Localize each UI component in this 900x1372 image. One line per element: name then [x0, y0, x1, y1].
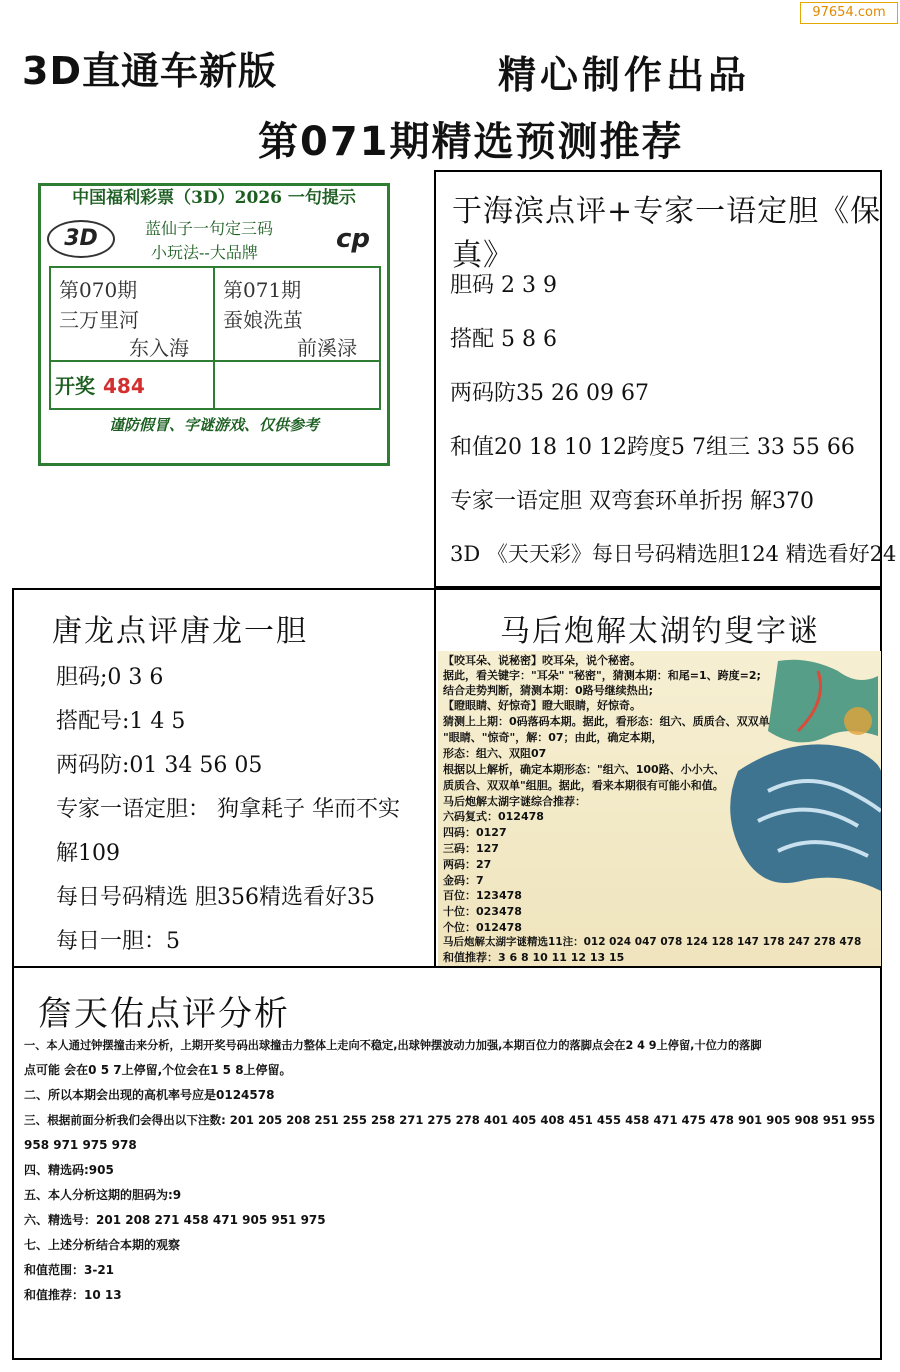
- zhan-line: 958 971 975 978: [24, 1138, 137, 1152]
- zhan-panel-title: 詹天佑点评分析: [38, 994, 290, 1034]
- prev-issue-label: 第070期: [59, 278, 138, 302]
- ma-line: 猜测上上期：0码落码本期。据此，看形态：组六、质质合、双双单: [443, 715, 770, 728]
- cp-logo-icon: cp: [335, 224, 371, 254]
- ma-line: 据此，看关键字："耳朵" "秘密"，猜测本期：和尾=1、跨度=2;: [443, 669, 761, 682]
- left-title: 3D直通车新版: [22, 49, 277, 93]
- hint-card-subtitle-2: 小玩法--大品牌: [151, 243, 258, 262]
- draw-result: [55, 370, 145, 399]
- ma-line: 马后炮解太湖字谜综合推荐：: [443, 795, 586, 808]
- draw-label: 开奖: [55, 374, 95, 398]
- ma-line: 【咬耳朵、说秘密】咬耳朵，说个秘密。: [443, 654, 641, 667]
- yu-line: 专家一语定胆 双弯套环单折拐 解370: [450, 489, 814, 514]
- zhan-line: 三、根据前面分析我们会得出以下注数: 201 205 208 251 255 258 271 275 278 401 405 408 451 455 458 471 475 478 901 905 908 951 955: [24, 1113, 876, 1127]
- yu-line: 两码防35 26 09 67: [450, 381, 649, 406]
- zhan-line: 四、精选码:905: [24, 1163, 114, 1177]
- prev-riddle-line-1: 三万里河: [59, 308, 139, 332]
- table-divider: [213, 268, 215, 408]
- hint-card-footer: 谨防假冒、字谜游戏、仅供参考: [108, 416, 319, 434]
- ma-line: 百位：123478: [443, 889, 522, 902]
- cur-riddle-line-2: 前溪渌: [297, 336, 357, 360]
- zhan-line: 五、本人分析这期的胆码为:9: [24, 1188, 182, 1202]
- tang-line: 每日号码精选 胆356精选看好35: [56, 885, 375, 910]
- zhan-line: 一、本人通过钟摆撞击来分析，上期开奖号码出球撞击力整体上走向不稳定,出球钟摆波动力加强,本期百位力的落脚点会在2 4 9上停留,十位力的落脚: [24, 1039, 762, 1052]
- cur-riddle-line-1: 蚕娘洗茧: [223, 308, 303, 332]
- yu-line: 3D 《天天彩》每日号码精选胆124 精选看好24: [450, 542, 897, 566]
- yu-line: 和值20 18 10 12跨度5 7组三 33 55 66: [450, 435, 855, 460]
- tang-line: 搭配号:1 4 5: [56, 709, 186, 734]
- ma-line: 【瞪眼睛、好惊奇】瞪大眼睛，好惊奇。: [443, 699, 641, 712]
- zhan-line: 和值推荐：10 13: [24, 1288, 122, 1302]
- ma-line: 个位：012478: [443, 921, 522, 934]
- ma-line: 质质合、双双单"组胆。据此，看来本期很有可能小和值。: [443, 779, 724, 792]
- tang-line: 两码防:01 34 56 05: [56, 753, 263, 778]
- tang-line: 每日一胆：5: [56, 929, 180, 954]
- ma-line: "眼睛、"惊奇"，解：07；由此，确定本期，: [443, 731, 663, 744]
- ma-line: 形态：组六、双阻07: [443, 747, 547, 760]
- hint-table: [49, 266, 381, 410]
- zhan-line: 和值范围：3-21: [24, 1263, 115, 1277]
- yu-line: 搭配 5 8 6: [450, 327, 557, 352]
- hint-card-heading: 中国福利彩票（3D）2026 一句提示: [72, 188, 356, 208]
- prev-riddle-line-2: 东入海: [129, 336, 189, 360]
- right-title: 精心制作出品: [498, 53, 751, 97]
- zhan-line: 二、所以本期会出现的高机率号应是0124578: [24, 1088, 275, 1102]
- yu-line: 胆码 2 3 9: [450, 273, 557, 298]
- ma-line: 六码复式：012478: [443, 810, 544, 823]
- ma-line: 十位：023478: [443, 905, 522, 918]
- tang-panel-title: 唐龙点评唐龙一胆: [52, 614, 308, 649]
- ma-line: 马后炮解太湖字谜精选11注：012 024 047 078 124 128 147 178 247 278 478: [443, 936, 862, 948]
- draw-number: 484: [103, 374, 145, 398]
- zhan-line: 点可能 会在0 5 7上停留,个位会在1 5 8上停留。: [24, 1063, 292, 1077]
- cur-issue-label: 第071期: [223, 278, 302, 302]
- ma-line: 金码：7: [443, 874, 484, 887]
- ma-line: 根据以上解析，确定本期形态："组六、100路、小小大、: [443, 763, 725, 776]
- ma-line: 结合走势判断，猜测本期：0路号继续热出;: [443, 684, 654, 697]
- tang-line: 解109: [56, 841, 120, 866]
- ma-line: 和值推荐：3 6 8 10 11 12 13 15: [443, 951, 625, 964]
- hint-card: [38, 183, 390, 466]
- ma-line: 两码：27: [443, 858, 492, 871]
- tang-line: 胆码;0 3 6: [56, 665, 164, 690]
- zhan-line: 七、上述分析结合本期的观察: [24, 1238, 181, 1252]
- ma-panel-title: 马后炮解太湖钓叟字谜: [500, 614, 820, 649]
- 3d-logo-icon: 3D: [47, 220, 115, 258]
- yu-panel-title: 于海滨点评+专家一语定胆《保真》: [452, 194, 882, 273]
- ma-line: 三码：127: [443, 842, 499, 855]
- site-watermark: 97654.com: [800, 2, 898, 24]
- hint-card-subtitle-1: 蓝仙子一句定三码: [145, 219, 274, 238]
- tang-line: 专家一语定胆： 狗拿耗子 华而不实: [56, 797, 400, 822]
- zhan-line: 六、精选号：201 208 271 458 471 905 951 975: [24, 1213, 326, 1227]
- ma-line: 四码：0127: [443, 826, 507, 839]
- issue-title: 第071期精选预测推荐: [258, 119, 684, 165]
